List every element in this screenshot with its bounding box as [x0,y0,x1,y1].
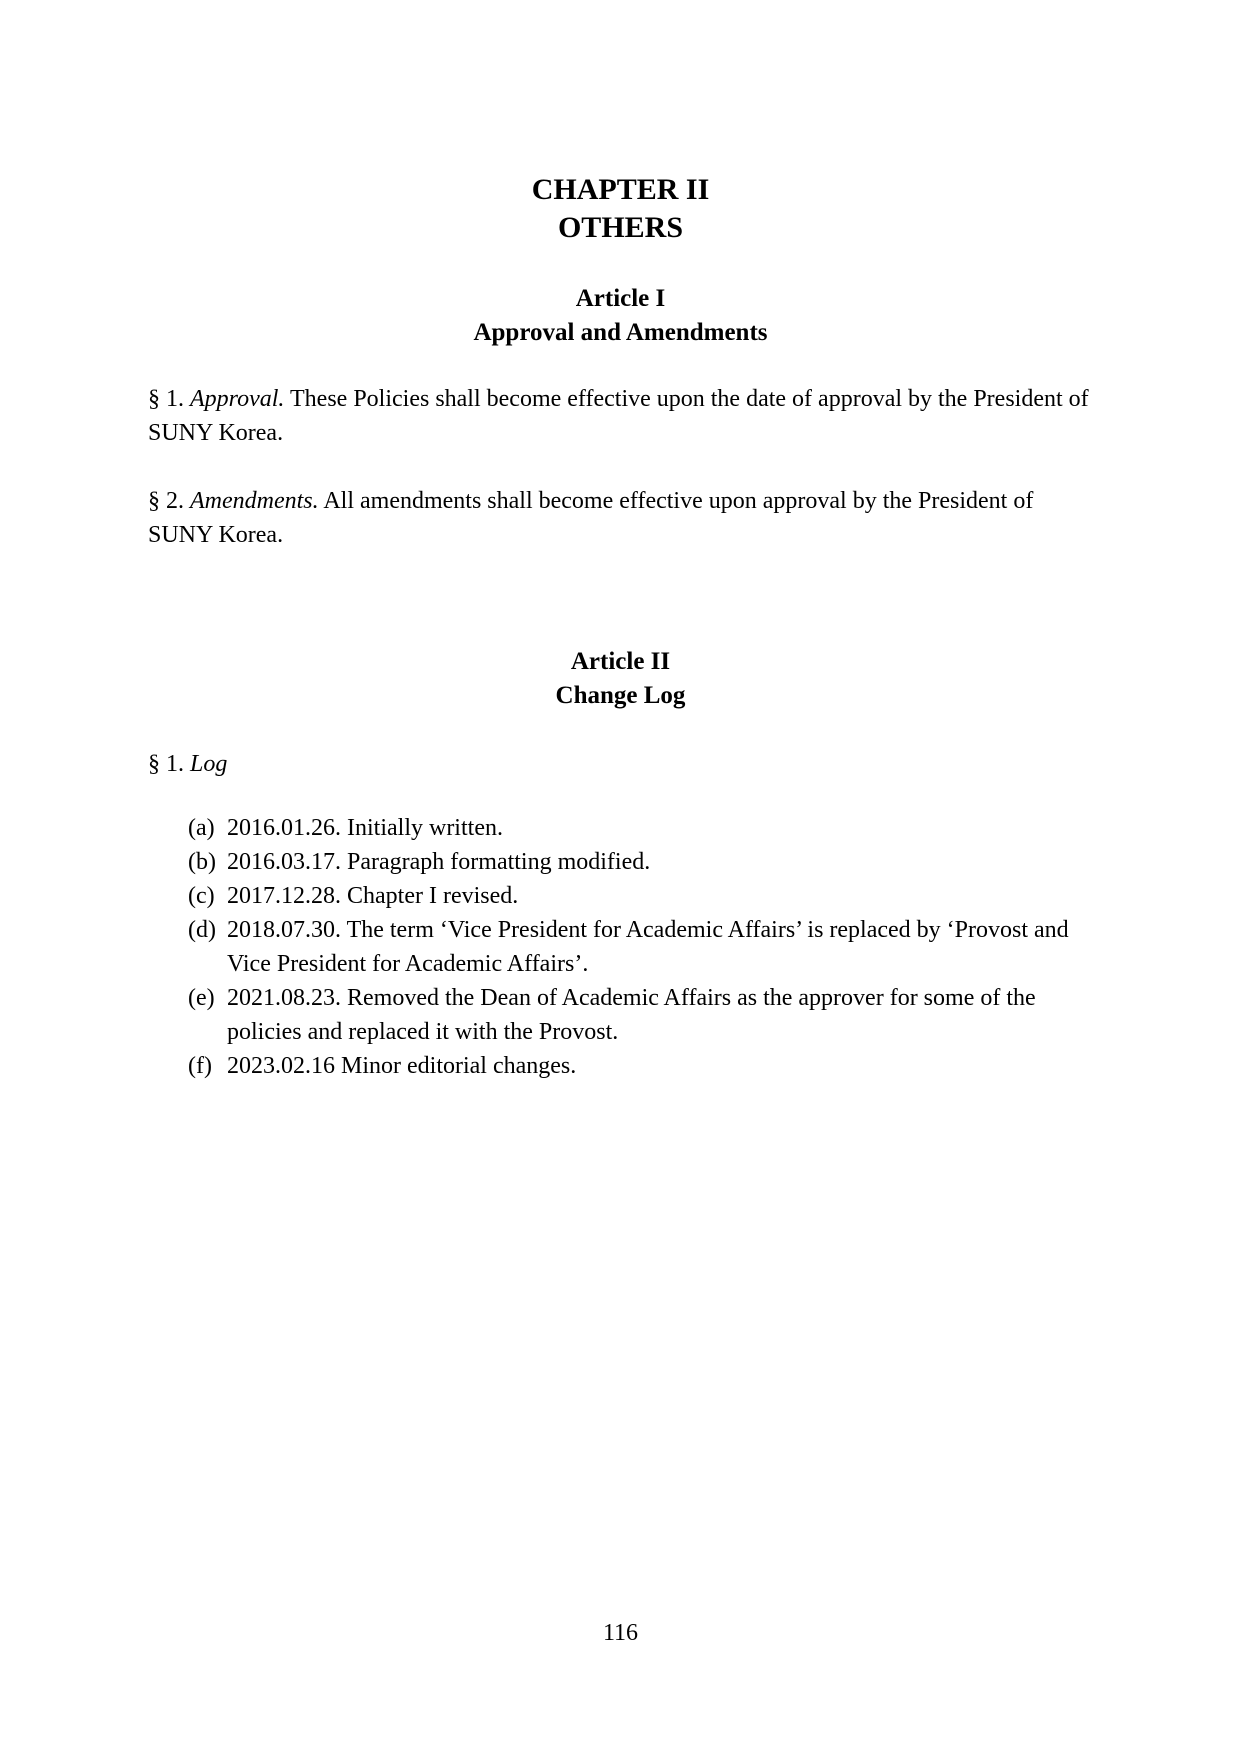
chapter-title: OTHERS [557,211,684,244]
article-1-title: Article I [575,285,666,312]
log-entry-text: 2017.12.28. Chapter I revised. [227,883,519,909]
section-log [148,747,1093,781]
log-entry-text: 2016.01.26. Initially written. [227,815,503,841]
log-entry-b [188,845,1093,879]
log-entry-c [188,879,1093,913]
section-marker: § 2. [148,488,184,514]
article-2-heading [148,645,1093,713]
section-approval [148,382,1093,450]
log-entry-label: (c) [188,883,215,909]
article-2 [148,645,1093,1083]
log-entry-text: 2016.03.17. Paragraph formatting modified. [227,849,651,875]
article-1-subtitle: Approval and Amendments [473,319,768,346]
log-entry-e [188,981,1093,1049]
log-entry-text: 2018.07.30. The term ‘Vice President for Academic Affairs’ is replaced by ‘Provost and Vice President for Academic Affairs’. [227,917,1069,977]
log-entry-f [188,1049,1093,1083]
log-entry-label: (e) [188,985,215,1011]
page-content [148,171,1093,1083]
section-term: Amendments. [190,488,319,514]
section-term: Approval. [190,386,285,412]
section-term: Log [190,751,228,777]
article-1 [148,282,1093,552]
page-number: 116 [602,1620,639,1646]
article-1-heading [148,282,1093,350]
section-marker: § 1. [148,386,184,412]
log-entry-label: (f) [188,1053,212,1079]
section-amendments [148,484,1093,552]
chapter-heading [148,171,1093,247]
log-entry-label: (b) [188,849,216,875]
section-text: These Policies shall become effective upon the date of approval by the President of SUNY Korea. [148,386,1089,446]
log-entry-label: (a) [188,815,215,841]
section-text: All amendments shall become effective upon approval by the President of SUNY Korea. [148,488,1034,548]
article-2-title: Article II [570,648,671,675]
section-marker: § 1. [148,751,184,777]
log-entry-text: 2023.02.16 Minor editorial changes. [227,1053,577,1079]
log-entry-label: (d) [188,917,216,943]
log-entry-text: 2021.08.23. Removed the Dean of Academic Affairs as the approver for some of the policies and replaced it with the Provost. [227,985,1036,1045]
article-2-subtitle: Change Log [555,682,686,709]
log-entry-a [188,811,1093,845]
change-log-list [148,811,1093,1083]
log-entry-d [188,913,1093,981]
chapter-number: CHAPTER II [531,173,710,206]
